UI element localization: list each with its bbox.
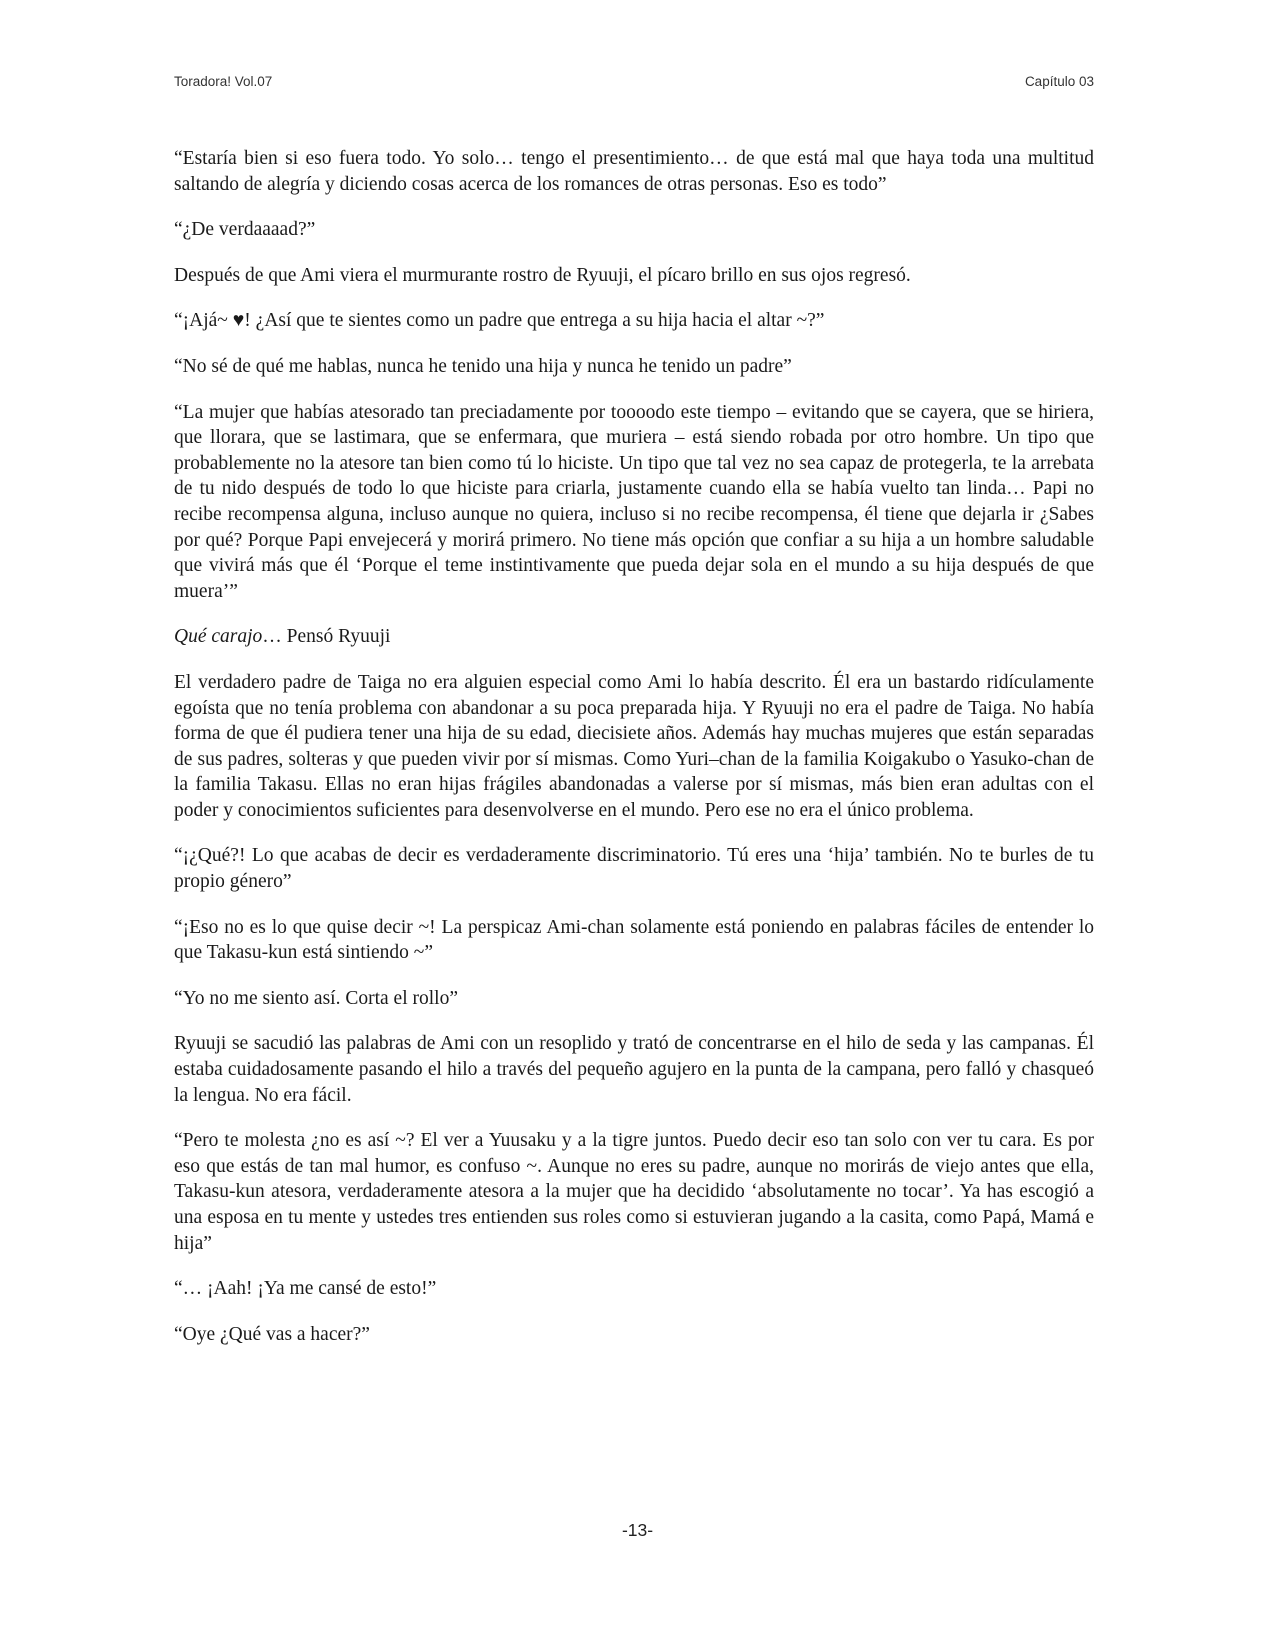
thought-italic: Qué carajo xyxy=(174,626,263,648)
paragraph-1: “Estaría bien si eso fuera todo. Yo solo… tengo el presentimiento… de que está mal que haya toda una multitud saltando de alegría y diciendo cosas acerca de los romances de otras personas. Eso es todo” xyxy=(174,148,1094,195)
paragraph-10: “¡Eso no es lo que quise decir ~! La perspicaz Ami-chan solamente está poniendo en palabras fáciles de entender lo que Takasu-kun está sintiendo ~” xyxy=(174,916,1094,964)
paragraph-5: “No sé de qué me hablas, nunca he tenido una hija y nunca he tenido un padre” xyxy=(174,355,792,377)
paragraph-15: “Oye ¿Qué vas a hacer?” xyxy=(174,1323,370,1345)
paragraph-9: “¡¿Qué?! Lo que acabas de decir es verdaderamente discriminatorio. Tú eres una ‘hija’ también. No te burles de tu propio género” xyxy=(174,845,1094,893)
paragraph-thought xyxy=(174,624,1094,650)
thought-rest: … Pensó Ryuuji xyxy=(262,626,391,648)
page-body xyxy=(174,146,1094,1367)
paragraph-3: Después de que Ami viera el murmurante rostro de Ryuuji, el pícaro brillo en sus ojos regresó. xyxy=(174,264,911,286)
page-header xyxy=(174,74,1094,98)
paragraph-2: “¿De verdaaaad?” xyxy=(174,219,316,241)
paragraph-4: “¡Ajá~ ♥! ¿Así que te sientes como un padre que entrega a su hija hacia el altar ~?” xyxy=(174,310,825,332)
paragraph-12: Ryuuji se sacudió las palabras de Ami con un resoplido y trató de concentrarse en el hilo de seda y las campanas. Él estaba cuidadosamente pasando el hilo a través del pequeño agujero en la punta de la campana, pero falló y chasqueó la lengua. No era fácil. xyxy=(174,1033,1094,1106)
paragraph-14: “… ¡Aah! ¡Ya me cansé de esto!” xyxy=(174,1278,437,1300)
page-number: -13- xyxy=(621,1520,654,1540)
paragraph-6: “La mujer que habías atesorado tan preciadamente por toooodo este tiempo – evitando que se cayera, que se hiriera, que llorara, que se lastimara, que se enfermara, que muriera – está siendo robada por otro hombre. Un tipo que probablemente no la atesore tan bien como tú lo hiciste. Un tipo que tal vez no sea capaz de protegerla, te la arrebata de tu nido después de todo lo que hiciste para criarla, justamente cuando ella se había vuelto tan linda… Papi no recibe recompensa alguna, incluso aunque no quiera, incluso si no recibe recompensa, él tiene que dejarla ir ¿Sabes por qué? Porque Papi envejecerá y morirá primero. No tiene más opción que confiar a su hija a un hombre saludable que vivirá más que él ‘Porque el teme instintivamente que pueda dejar sola en el mundo a su hija después de que muera’” xyxy=(174,401,1094,602)
header-chapter: Capítulo 03 xyxy=(1024,74,1094,89)
header-book-title: Toradora! Vol.07 xyxy=(174,74,273,89)
paragraph-11: “Yo no me siento así. Corta el rollo” xyxy=(174,987,458,1009)
paragraph-8: El verdadero padre de Taiga no era alguien especial como Ami lo había descrito. Él era un bastardo ridículamente egoísta que no tenía problema con abandonar a su poca preparada hija. Y Ryuuji no era el padre de Taiga. No había forma de que él pudiera tener una hija de su edad, diecisiete años. Además hay muchas mujeres que están separadas de sus padres, solteras y que pueden vivir por sí mismas. Como Yuri–chan de la familia Koigakubo o Yasuko-chan de la familia Takasu. Ellas no eran hijas frágiles abandonadas a valerse por sí mismas, más bien eran adultas con el poder y conocimientos suficientes para desenvolverse en el mundo. Pero ese no era el único problema. xyxy=(174,671,1094,821)
paragraph-13: “Pero te molesta ¿no es así ~? El ver a Yuusaku y a la tigre juntos. Puedo decir eso tan solo con ver tu cara. Es por eso que estás de tan mal humor, es confuso ~. Aunque no eres su padre, aunque no morirás de viejo antes que ella, Takasu-kun atesora, verdaderamente atesora a la mujer que ha decidido ‘absolutamente no tocar’. Ya has escogió a una esposa en tu mente y ustedes tres entienden sus roles como si estuvieran jugando a la casita, como Papá, Mamá e hija” xyxy=(174,1130,1094,1254)
